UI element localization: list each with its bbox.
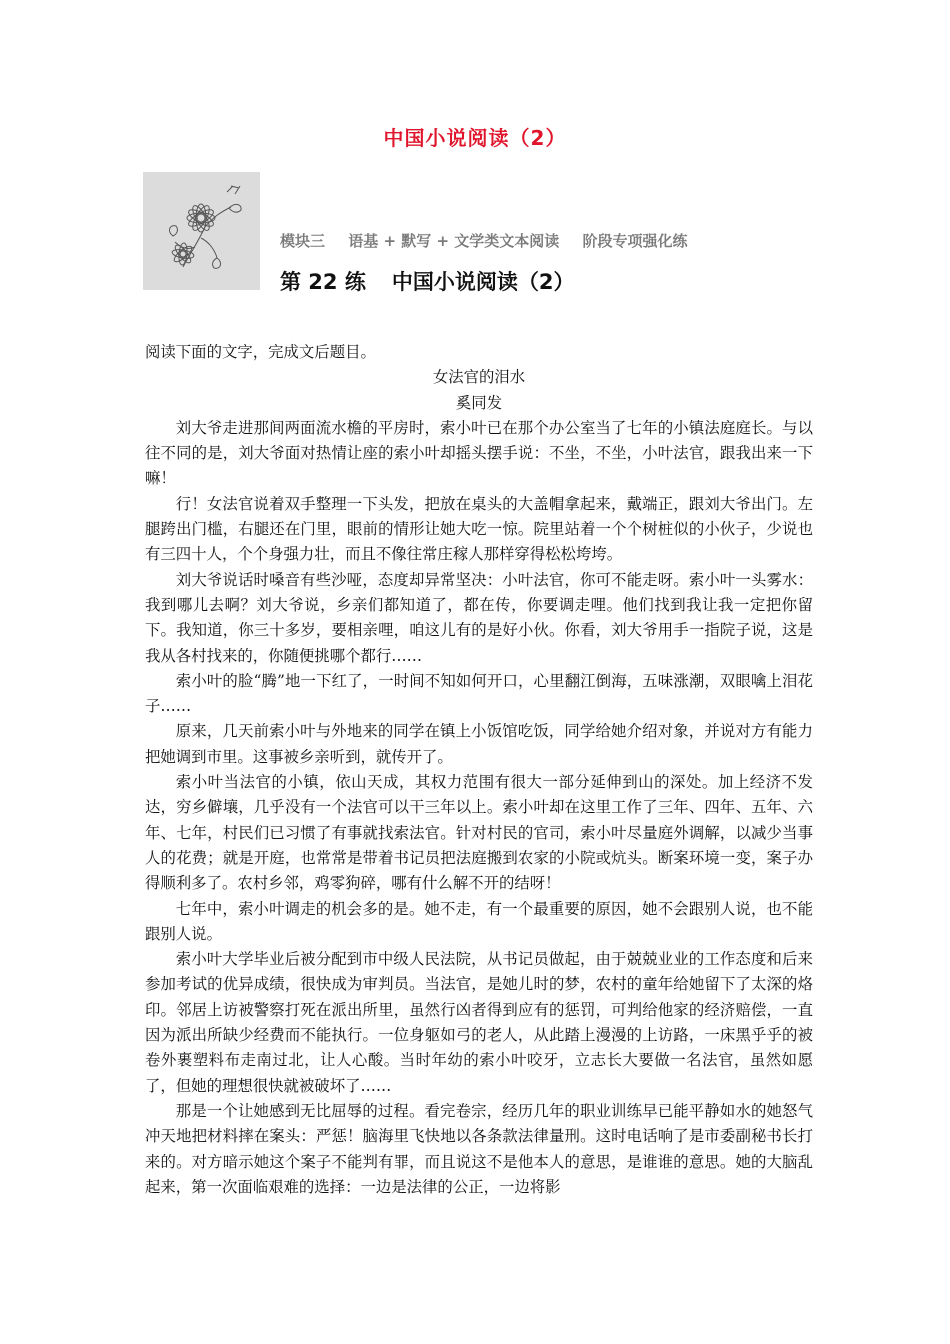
lesson-heading: [280, 266, 574, 296]
story-paragraph: 行！女法官说着双手整理一下头发，把放在桌头的大盖帽拿起来，戴端正，跟刘大爷出门。左腿跨出门槛，右腿还在门里，眼前的情形让她大吃一惊。院里站着一个个树桩似的小伙子，少说也有三四十人，个个身强力壮，而且不像往常庄稼人那样穿得松松垮垮。: [145, 494, 813, 564]
story-author: 奚同发: [455, 393, 503, 412]
module-topics: 语基 + 默写 + 文学类文本阅读: [348, 232, 560, 250]
story-paragraph: 索小叶的脸“腾”地一下红了，一时间不知如何开口，心里翻江倒海，五味涨潮，双眼噙上泪花子……: [145, 671, 813, 716]
story-paragraph: 原来，几天前索小叶与外地来的同学在镇上小饭馆吃饭，同学给她介绍对象，并说对方有能力把她调到市里。这事被乡亲听到，就传开了。: [145, 722, 813, 766]
page-title: 中国小说阅读（2）: [383, 126, 567, 150]
story-title: 女法官的泪水: [432, 368, 526, 387]
lesson-number: 第 22 练: [280, 270, 366, 294]
chrysanthemum-illustration-icon: [143, 172, 260, 290]
story-paragraph: 索小叶大学毕业后被分配到市中级人民法院，从书记员做起，由于兢兢业业的工作态度和后来参加考试的优异成绩，很快成为审判员。当法官，是她儿时的梦，农村的童年给她留下了太深的烙印。邻居上访被警察打死在派出所里，虽然行凶者得到应有的惩罚，可判给他家的经济赔偿，一直因为派出所缺少经费而不能执行。一位身躯如弓的老人，从此踏上漫漫的上访路，一床黑乎乎的被卷外裹塑料布走南过北，让人心酸。当时年幼的索小叶咬牙，立志长大要做一名法官，虽然如愿了，但她的理想很快就被破坏了……: [145, 950, 813, 1095]
story-paragraph: 索小叶当法官的小镇，依山天成，其权力范围有很大一部分延伸到山的深处。加上经济不发达，穷乡僻壤，几乎没有一个法官可以干三年以上。索小叶却在这里工作了三年、四年、五年、六年、七年，村民们已习惯了有事就找索法官。针对村民的官司，索小叶尽量庭外调解，以减少当事人的花费；就是开庭，也常常是带着书记员把法庭搬到农家的小院或炕头。断案环境一变，案子办得顺利多了。农村乡邻，鸡零狗碎，哪有什么解不开的结呀！: [145, 773, 813, 893]
module-line: [280, 230, 706, 251]
story-paragraph: 七年中，索小叶调走的机会多的是。她不走，有一个最重要的原因，她不会跟别人说，也不能跟别人说。: [145, 899, 813, 943]
story-paragraph: 刘大爷说话时嗓音有些沙哑，态度却异常坚决：小叶法官，你可不能走呀。索小叶一头雾水：我到哪儿去啊？刘大爷说，乡亲们都知道了，都在传，你要调走哩。他们找到我让我一定把你留下。我知道，你三十多岁，要相亲哩，咱这儿有的是好小伙。你看，刘大爷用手一指院子说，这是我从各村找来的，你随便挑哪个都行……: [145, 570, 813, 665]
reading-instruction: 阅读下面的文字，完成文后题目。: [145, 343, 376, 361]
module-name: 模块三: [280, 232, 326, 250]
story-paragraph: 那是一个让她感到无比屈辱的过程。看完卷宗，经历几年的职业训练早已能平静如水的她怒气冲天地把材料摔在案头：严惩！脑海里飞快地以各条款法律量刑。这时电话响了是市委副秘书长打来的。对方暗示她这个案子不能判有罪，而且说这不是他本人的意思，是谁谁的意思。她的大脑乱起来，第一次面临艰难的选择：一边是法律的公正，一边将影: [145, 1101, 813, 1196]
module-stage: 阶段专项强化练: [582, 232, 688, 250]
article-body: [145, 340, 813, 1200]
story-paragraph: 刘大爷走进那间两面流水檐的平房时，索小叶已在那个办公室当了七年的小镇法庭庭长。与以往不同的是，刘大爷面对热情让座的索小叶却摇头摆手说：不坐，不坐，小叶法官，跟我出来一下嘛！: [145, 418, 813, 488]
section-banner: [143, 172, 783, 292]
lesson-title: 中国小说阅读（2）: [391, 270, 575, 294]
